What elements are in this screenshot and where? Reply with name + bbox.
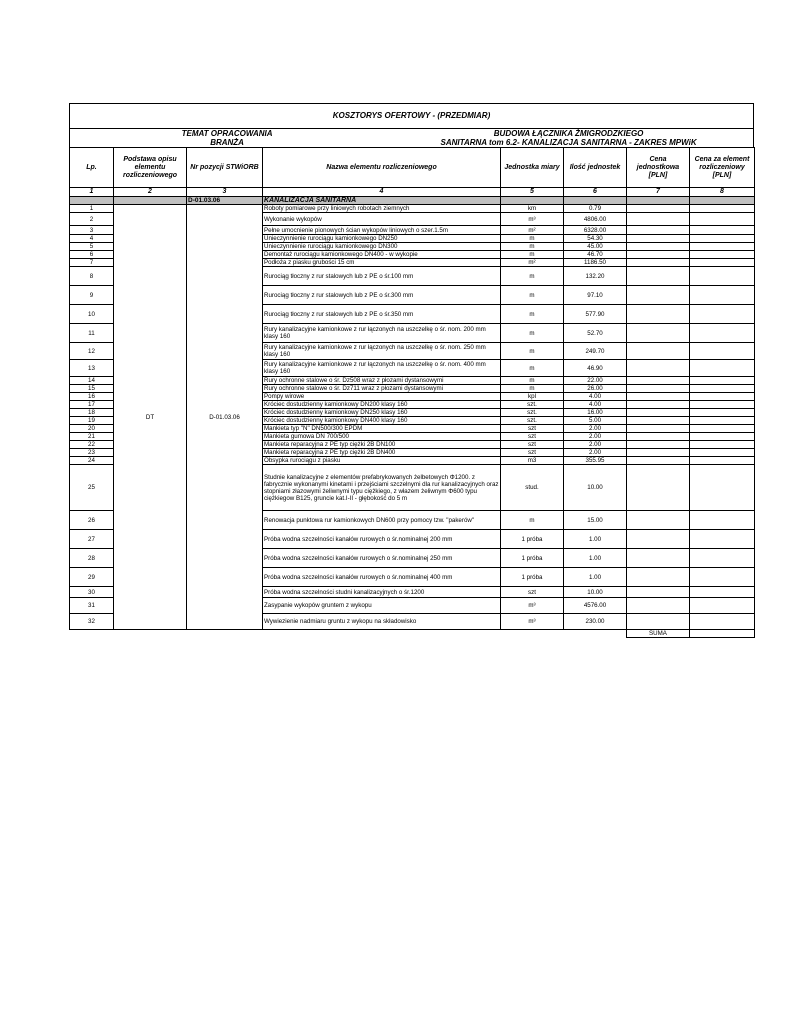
row-unit: m²	[501, 259, 564, 267]
row-element-price	[690, 441, 755, 449]
document-title: KOSZTORYS OFERTOWY - (PRZEDMIAR)	[69, 103, 754, 129]
row-unit-price	[627, 251, 690, 259]
row-name: Rurociąg tłoczny z rur stalowych lub z PE o śr.300 mm	[263, 286, 501, 305]
row-lp: 16	[70, 393, 114, 401]
row-unit: m	[501, 511, 564, 530]
table-row	[70, 205, 755, 213]
row-qty: 97.10	[564, 286, 627, 305]
row-unit-price	[627, 465, 690, 511]
header-nazwa: Nazwa elementu rozliczeniowego	[263, 148, 501, 188]
section-row	[70, 197, 755, 205]
row-name: Mankieta reparacyjna z PE typ ciężki 2B DN100	[263, 441, 501, 449]
row-name: Unieczynnienie rurociągu kamionkowego DN300	[263, 243, 501, 251]
row-element-price	[690, 587, 755, 598]
row-lp: 14	[70, 377, 114, 385]
row-unit-price	[627, 385, 690, 393]
row-unit-price	[627, 259, 690, 267]
row-lp: 9	[70, 286, 114, 305]
row-unit: m	[501, 251, 564, 259]
row-unit: szt	[501, 587, 564, 598]
row-element-price	[690, 343, 755, 360]
row-name: Studnie kanalizacyjne z elementów prefabrykowanych żelbetowych Φ1200. z fabrycznie wykonanymi kinetami i przejściami szczelnymi dla rur kanalizacyjnych oraz stopniami złazowymi żeliwnymi typu ciężkiego, z włazem żeliwnym Φ600 typu ciężkiegow B125, gruncie kat.I-II - głębokość do 5 m	[263, 465, 501, 511]
meta-value-branch: SANITARNA tom 6.2- KANALIZACJA SANITARNA - ZAKRES MPWiK	[440, 138, 697, 147]
row-qty: 4576.00	[564, 598, 627, 614]
row-unit: km	[501, 205, 564, 213]
row-name: Rury ochronne stalowe o śr. Dz508 wraz z płozami dystansowymi	[263, 377, 501, 385]
row-element-price	[690, 409, 755, 417]
row-unit: m³	[501, 598, 564, 614]
row-element-price	[690, 226, 755, 235]
row-unit: 1 próba	[501, 530, 564, 549]
sum-value	[690, 630, 755, 638]
row-unit: stud.	[501, 465, 564, 511]
row-qty: 230.00	[564, 614, 627, 630]
row-unit-price	[627, 243, 690, 251]
row-qty: 52.70	[564, 324, 627, 343]
row-name: Rury kanalizacyjne kamionkowe z rur łączonych na uszczelkę o śr. nom. 250 mm klasy 160	[263, 343, 501, 360]
column-number: 8	[690, 188, 755, 197]
row-unit: m	[501, 360, 564, 377]
row-unit-price	[627, 401, 690, 409]
row-unit-price	[627, 598, 690, 614]
group-nr-pozycji: D-01.03.06	[187, 205, 263, 630]
row-unit: szt.	[501, 401, 564, 409]
row-name: Unieczynnienie rurociągu kamionkowego DN250	[263, 235, 501, 243]
row-unit-price	[627, 286, 690, 305]
column-number: 6	[564, 188, 627, 197]
row-qty: 2.00	[564, 441, 627, 449]
row-name: Mankieta reparacyjna z PE typ ciężki 2B DN400	[263, 449, 501, 457]
row-lp: 13	[70, 360, 114, 377]
row-qty: 2.00	[564, 425, 627, 433]
header-ilosc: Ilość jednostek	[564, 148, 627, 188]
row-name: Roboty pomiarowe przy liniowych robotach ziemnych	[263, 205, 501, 213]
row-unit-price	[627, 614, 690, 630]
row-element-price	[690, 286, 755, 305]
column-number: 4	[263, 188, 501, 197]
row-unit-price	[627, 324, 690, 343]
row-unit: m	[501, 235, 564, 243]
row-element-price	[690, 614, 755, 630]
row-unit: m	[501, 385, 564, 393]
row-lp: 28	[70, 549, 114, 568]
row-lp: 20	[70, 425, 114, 433]
row-name: Pełne umocnienie pionowych ścian wykopów liniowych o szer.1.5m	[263, 226, 501, 235]
row-lp: 8	[70, 267, 114, 286]
row-element-price	[690, 213, 755, 226]
row-unit-price	[627, 409, 690, 417]
row-name: Rury kanalizacyjne kamionkowe z rur łączonych na uszczelkę o śr. nom. 200 mm klasy 160	[263, 324, 501, 343]
row-unit: m	[501, 343, 564, 360]
column-number: 2	[114, 188, 187, 197]
row-qty: 5.00	[564, 417, 627, 425]
row-qty: 1.00	[564, 530, 627, 549]
row-element-price	[690, 511, 755, 530]
row-qty: 46.70	[564, 251, 627, 259]
row-lp: 29	[70, 568, 114, 587]
row-lp: 12	[70, 343, 114, 360]
estimate-table	[69, 147, 755, 638]
row-qty: 26.00	[564, 385, 627, 393]
row-name: Króciec dostudzienny kamionkowy DN250 klasy 160	[263, 409, 501, 417]
row-element-price	[690, 417, 755, 425]
row-unit-price	[627, 530, 690, 549]
row-lp: 32	[70, 614, 114, 630]
row-unit: szt.	[501, 409, 564, 417]
cost-estimate-sheet	[69, 103, 754, 638]
row-qty: 6328.00	[564, 226, 627, 235]
header-nr-pozycji: Nr pozycji STWiORB	[187, 148, 263, 188]
row-qty: 4806.00	[564, 213, 627, 226]
row-unit-price	[627, 305, 690, 324]
document-meta	[69, 129, 754, 147]
row-unit-price	[627, 235, 690, 243]
row-unit-price	[627, 213, 690, 226]
header-cena: Cena jednostkowa [PLN]	[627, 148, 690, 188]
row-qty: 46.90	[564, 360, 627, 377]
row-name: Pompy wirowe	[263, 393, 501, 401]
row-lp: 26	[70, 511, 114, 530]
row-lp: 1	[70, 205, 114, 213]
row-lp: 23	[70, 449, 114, 457]
row-name: Rury kanalizacyjne kamionkowe z rur łączonych na uszczelkę o śr. nom. 400 mm klasy 160	[263, 360, 501, 377]
row-qty: 15.00	[564, 511, 627, 530]
row-unit-price	[627, 360, 690, 377]
row-lp: 19	[70, 417, 114, 425]
row-unit: m	[501, 305, 564, 324]
row-unit: 1 próba	[501, 549, 564, 568]
meta-label-branch: BRANŻA	[210, 138, 244, 147]
row-lp: 2	[70, 213, 114, 226]
row-qty: 0.79	[564, 205, 627, 213]
sum-row	[70, 630, 755, 638]
estimate-body	[70, 197, 755, 630]
row-element-price	[690, 360, 755, 377]
row-lp: 5	[70, 243, 114, 251]
row-name: Króciec dostudzienny kamionkowy DN200 klasy 160	[263, 401, 501, 409]
sum-label: SUMA	[627, 630, 690, 638]
section-code: D-01.03.06	[187, 197, 263, 205]
row-lp: 27	[70, 530, 114, 549]
row-element-price	[690, 568, 755, 587]
column-number: 3	[187, 188, 263, 197]
row-element-price	[690, 267, 755, 286]
row-lp: 11	[70, 324, 114, 343]
row-element-price	[690, 433, 755, 441]
header-cena-element: Cena za element rozliczeniowy [PLN]	[690, 148, 755, 188]
row-element-price	[690, 205, 755, 213]
row-element-price	[690, 549, 755, 568]
row-name: Próba wodna szczelności kanałów rurowych o śr.nominalnej 200 mm	[263, 530, 501, 549]
row-lp: 10	[70, 305, 114, 324]
row-element-price	[690, 465, 755, 511]
row-name: Wykonanie wykopów	[263, 213, 501, 226]
row-lp: 17	[70, 401, 114, 409]
row-element-price	[690, 425, 755, 433]
row-element-price	[690, 305, 755, 324]
row-unit: szt	[501, 425, 564, 433]
column-number: 5	[501, 188, 564, 197]
row-unit: szt.	[501, 417, 564, 425]
row-name: Rurociąg tłoczny z rur stalowych lub z PE o śr.350 mm	[263, 305, 501, 324]
row-lp: 25	[70, 465, 114, 511]
row-unit-price	[627, 457, 690, 465]
section-name: KANALIZACJA SANITARNA	[263, 197, 501, 205]
group-podstawa: DT	[114, 205, 187, 630]
row-unit: m³	[501, 213, 564, 226]
row-qty: 2.00	[564, 449, 627, 457]
meta-label-topic: TEMAT OPRACOWANIA	[181, 129, 273, 138]
row-lp: 15	[70, 385, 114, 393]
row-unit-price	[627, 511, 690, 530]
row-name: Renowacja punktowa rur kamionkowych DN600 przy pomocy tzw. "pakerów"	[263, 511, 501, 530]
row-qty: 54.30	[564, 235, 627, 243]
row-element-price	[690, 598, 755, 614]
row-unit-price	[627, 568, 690, 587]
row-unit-price	[627, 393, 690, 401]
row-unit: m	[501, 267, 564, 286]
row-name: Demontaż rurociągu kamionkowego DN400 - w wykopie	[263, 251, 501, 259]
row-name: Podłoża z piasku grubości 15 cm	[263, 259, 501, 267]
row-qty: 45.00	[564, 243, 627, 251]
row-qty: 10.00	[564, 587, 627, 598]
row-element-price	[690, 385, 755, 393]
row-name: Próba wodna szczelności kanałów rurowych o śr.nominalnej 400 mm	[263, 568, 501, 587]
row-qty: 4.00	[564, 393, 627, 401]
row-unit: szt	[501, 441, 564, 449]
row-unit-price	[627, 449, 690, 457]
row-unit-price	[627, 417, 690, 425]
row-element-price	[690, 457, 755, 465]
row-lp: 30	[70, 587, 114, 598]
row-qty: 1.00	[564, 549, 627, 568]
row-qty: 1.00	[564, 568, 627, 587]
row-unit-price	[627, 267, 690, 286]
row-qty: 22.00	[564, 377, 627, 385]
row-unit: m	[501, 243, 564, 251]
row-element-price	[690, 235, 755, 243]
row-element-price	[690, 377, 755, 385]
row-name: Obsypka rurociągu z piasku	[263, 457, 501, 465]
row-name: Króciec dostudzienny kamionkowy DN400 klasy 160	[263, 417, 501, 425]
row-name: Mankieta gumowa DN 700/500	[263, 433, 501, 441]
row-lp: 22	[70, 441, 114, 449]
row-unit-price	[627, 549, 690, 568]
row-qty: 355.95	[564, 457, 627, 465]
row-element-price	[690, 259, 755, 267]
column-number: 1	[70, 188, 114, 197]
meta-value-topic: BUDOWA ŁĄCZNIKA ŻMIGRODZKIEGO	[493, 129, 644, 138]
row-unit-price	[627, 377, 690, 385]
row-unit: m	[501, 286, 564, 305]
row-unit: m	[501, 377, 564, 385]
row-name: Rurociąg tłoczny z rur stalowych lub z PE o śr.100 mm	[263, 267, 501, 286]
row-lp: 18	[70, 409, 114, 417]
row-unit-price	[627, 226, 690, 235]
row-lp: 3	[70, 226, 114, 235]
row-element-price	[690, 530, 755, 549]
row-unit: szt	[501, 433, 564, 441]
row-unit: 1 próba	[501, 568, 564, 587]
row-qty: 249.70	[564, 343, 627, 360]
row-name: Próba wodna szczelności studni kanalizacyjnych o śr.1200	[263, 587, 501, 598]
row-unit-price	[627, 205, 690, 213]
row-element-price	[690, 251, 755, 259]
row-name: Próba wodna szczelności kanałów rurowych o śr.nominalnej 250 mm	[263, 549, 501, 568]
row-unit-price	[627, 433, 690, 441]
row-unit-price	[627, 587, 690, 598]
row-qty: 4.00	[564, 401, 627, 409]
row-element-price	[690, 243, 755, 251]
row-lp: 24	[70, 457, 114, 465]
row-unit: m³	[501, 614, 564, 630]
row-unit: kpl	[501, 393, 564, 401]
row-lp: 31	[70, 598, 114, 614]
row-name: Wywiezienie nadmiaru gruntu z wykopu na składowisko	[263, 614, 501, 630]
row-element-price	[690, 324, 755, 343]
row-element-price	[690, 401, 755, 409]
row-name: Rury ochronne stalowe o śr. Dz711 wraz z płozami dystansowymi	[263, 385, 501, 393]
row-unit: szt	[501, 449, 564, 457]
row-unit: m²	[501, 226, 564, 235]
column-number: 7	[627, 188, 690, 197]
row-unit: m3	[501, 457, 564, 465]
row-qty: 1186.50	[564, 259, 627, 267]
row-element-price	[690, 393, 755, 401]
row-name: Zasypanie wykopów gruntem z wykopu	[263, 598, 501, 614]
row-name: Mankieta typ "N" DN500/300 EPDM	[263, 425, 501, 433]
header-jednostka: Jednostka miary	[501, 148, 564, 188]
header-podstawa: Podstawa opisu elementu rozliczeniowego	[114, 148, 187, 188]
row-unit: m	[501, 324, 564, 343]
row-lp: 21	[70, 433, 114, 441]
row-qty: 2.00	[564, 433, 627, 441]
row-lp: 6	[70, 251, 114, 259]
row-qty: 10.00	[564, 465, 627, 511]
row-qty: 132.20	[564, 267, 627, 286]
row-lp: 4	[70, 235, 114, 243]
row-qty: 16.00	[564, 409, 627, 417]
row-element-price	[690, 449, 755, 457]
header-lp: Lp.	[70, 148, 114, 188]
row-qty: 577.90	[564, 305, 627, 324]
row-unit-price	[627, 425, 690, 433]
row-unit-price	[627, 343, 690, 360]
row-unit-price	[627, 441, 690, 449]
row-lp: 7	[70, 259, 114, 267]
